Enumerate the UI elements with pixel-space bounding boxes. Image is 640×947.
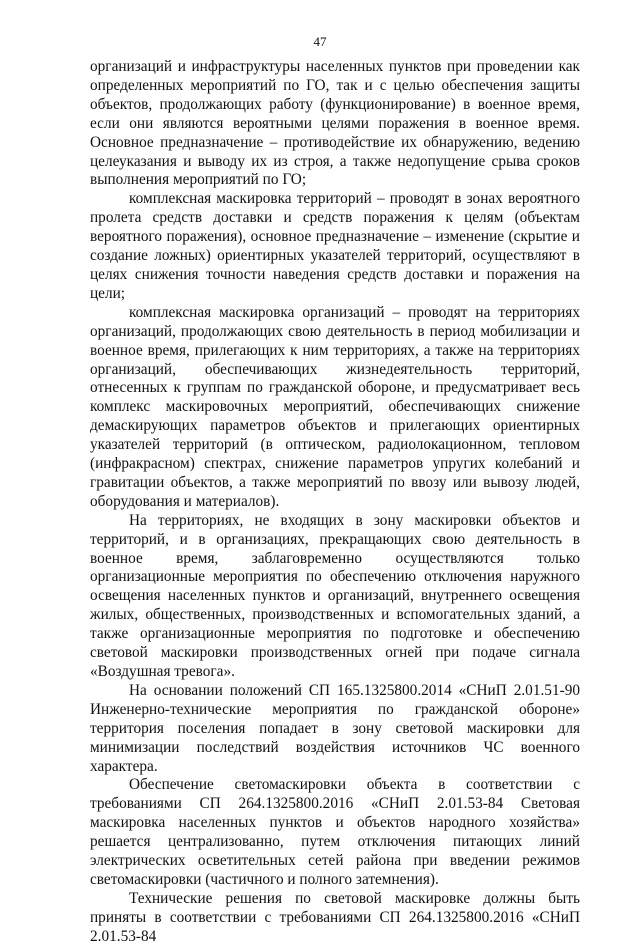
document-body xyxy=(90,58,580,947)
paragraph-territory-camouflage: комплексная маскировка территорий – проводят в зонах вероятного пролета средств доставки и средств поражения к целям (объектам вероятного поражения), основное предназначение – изменение (скрытие и создание ложных) ориентирных указателей территорий, осуществляют в целях снижения точности наведения средств доставки и поражения на цели; xyxy=(90,190,580,302)
page-number: 47 xyxy=(313,34,327,49)
paragraph-organization-camouflage: комплексная маскировка организаций – проводят на территориях организаций, продолжающих свою деятельность в период мобилизации и военное время, прилегающих к ним территориях, а также на территориях организаций, обеспечивающих жизнедеятельность территорий, отнесенных к группам по гражданской обороне, и предусматривает весь комплекс маскировочных мероприятий, обеспечивающих снижение демаскирующих параметров объектов и прилегающих ориентирных указателей территорий (в оптическом, радиолокационном, тепловом (инфракрасном) спектрах, снижение параметров упругих колебаний и гравитации объектов, а также мероприятий по ввозу или вывозу людей, оборудования и материалов). xyxy=(90,303,580,510)
paragraph-technical-solutions: Технические решения по световой маскировке должны быть приняты в соответствии с требованиями СП 264.1325800.2016 «СНиП 2.01.53-84 xyxy=(90,889,580,945)
paragraph-organizations-continuation: организаций и инфраструктуры населенных пунктов при проведении как определенных мероприятий по ГО, так и с целью обеспечения защиты объектов, продолжающих работу (функционирование) в военное время, если они являются вероятными целями поражения в военное время. Основное предназначение – противодействие их обнаружению, ведению целеуказания и выводу их из строя, а также недопущение срыва сроков выполнения мероприятий по ГО; xyxy=(90,58,580,189)
paragraph-light-camouflage-provision: Обеспечение светомаскировки объекта в соответствии с требованиями СП 264.1325800.2016 «СНиП 2.01.53-84 Световая маскировка населенных пунктов и объектов народного хозяйства» решается централизованно, путем отключения питающих линий электрических осветительных сетей района при введении режимов светомаскировки (частичного и полного затемнения). xyxy=(90,776,580,888)
paragraph-non-camouflage-territories: На территориях, не входящих в зону маскировки объектов и территорий, и в организациях, прекращающих свою деятельность в военное время, заблаговременно осуществляются только организационные мероприятия по обеспечению отключения наружного освещения населенных пунктов и организаций, внутреннего освещения жилых, общественных, производственных и вспомогательных зданий, а также организационные мероприятия по подготовке и обеспечению световой маскировки производственных огней при подаче сигнала «Воздушная тревога». xyxy=(90,511,580,680)
paragraph-sp-165-basis: На основании положений СП 165.1325800.2014 «СНиП 2.01.51-90 Инженерно-технические мероприятия по гражданской обороне» территория поселения попадает в зону световой маскировки для минимизации последствий воздействия источников ЧС военного характера. xyxy=(90,681,580,775)
